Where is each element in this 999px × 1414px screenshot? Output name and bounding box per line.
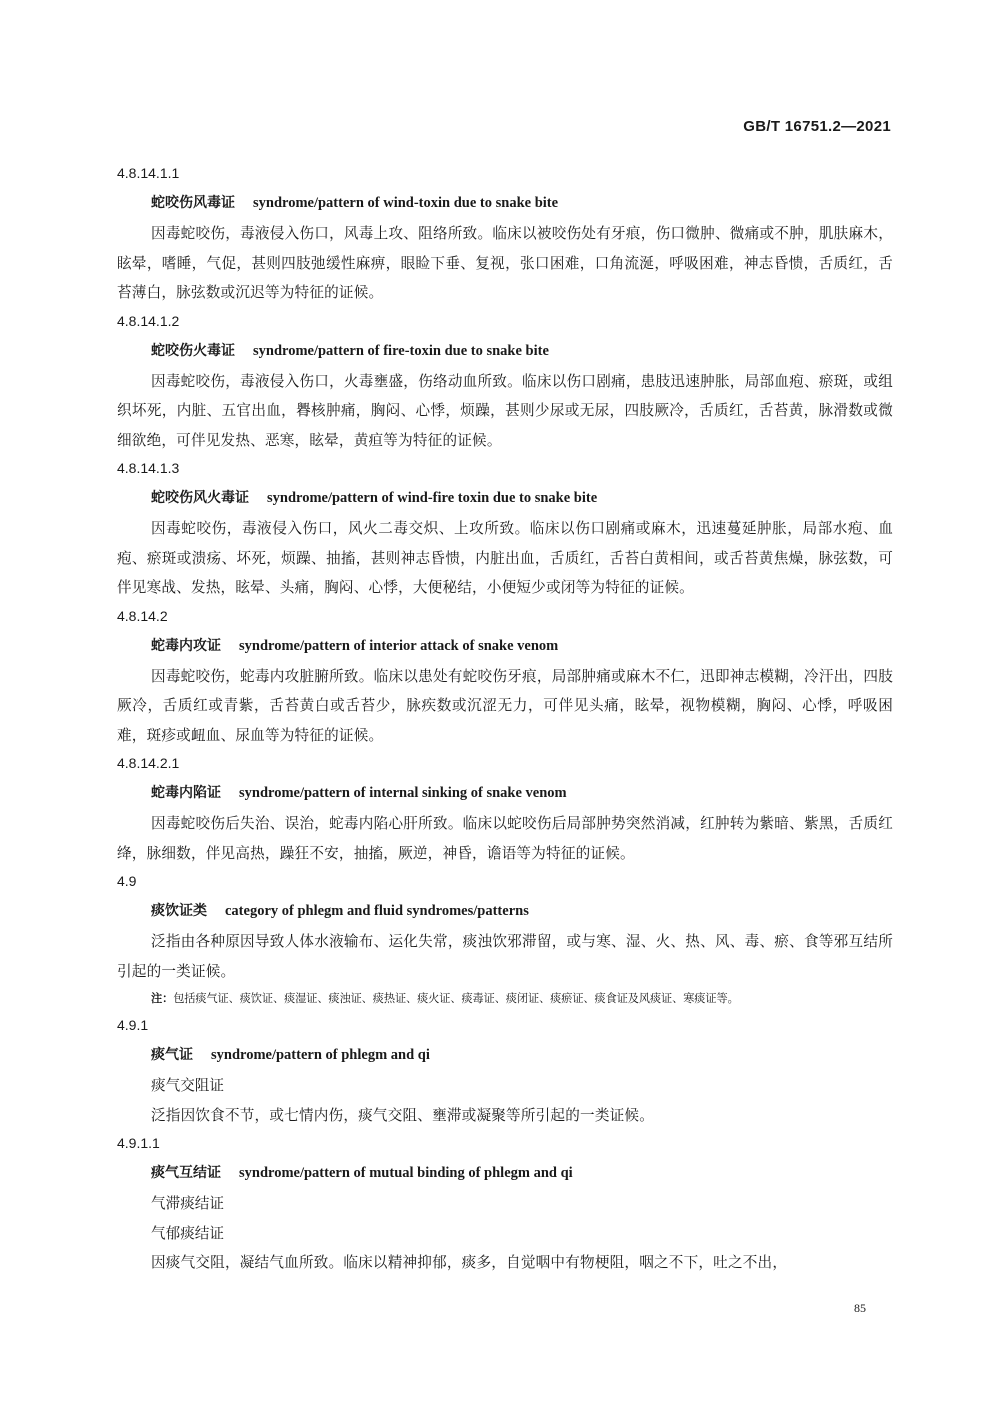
entry-definition: 因毒蛇咬伤，毒液侵入伤口，风火二毒交炽、上攻所致。临床以伤口剧痛或麻木，迅速蔓延肿胀，局部水疱、血疱、瘀斑或溃疡、坏死，烦躁、抽搐，甚则神志昏愦，内脏出血，舌质红，舌苔白黄相间，或舌苔黄焦燥，脉弦数，可伴见寒战、发热，眩晕、头痛，胸闷、心悸，大便秘结，小便短少或闭等为特征的证候。	[117, 520, 893, 596]
term-chinese: 蛇毒内陷证	[151, 785, 221, 801]
entry-number: 4.8.14.1.1	[117, 165, 180, 181]
term-english: syndrome/pattern of wind-fire toxin due to snake bite	[267, 490, 598, 506]
entry-synonym: 气滞痰结证	[151, 1195, 224, 1212]
entry-number: 4.8.14.2	[117, 607, 168, 624]
note-text: 包括痰气证、痰饮证、痰湿证、痰浊证、痰热证、痰火证、痰毒证、痰闭证、痰瘀证、痰食证及风痰证、寒痰证等。	[173, 992, 739, 1005]
entry-definition: 泛指由各种原因导致人体水液输布、运化失常，痰浊饮邪滞留，或与寒、湿、火、热、风、毒、瘀、食等邪互结所引起的一类证候。	[117, 933, 893, 980]
entry-term	[117, 482, 893, 514]
entry-note	[117, 986, 893, 1012]
entry-term	[117, 777, 893, 809]
entry	[117, 750, 893, 868]
entry	[117, 603, 893, 751]
term-english: syndrome/pattern of internal sinking of snake venom	[239, 785, 567, 801]
term-english: syndrome/pattern of fire-toxin due to snake bite	[253, 342, 549, 359]
entry-number: 4.9.1	[117, 1017, 149, 1033]
entry	[117, 160, 893, 308]
term-english: syndrome/pattern of mutual binding of phlegm and qi	[239, 1165, 573, 1181]
document-body	[117, 160, 893, 1278]
entry-term	[117, 1039, 893, 1071]
entry-synonym: 痰气交阻证	[151, 1077, 224, 1094]
term-english: syndrome/pattern of interior attack of snake venom	[239, 637, 559, 654]
entry	[117, 868, 893, 1012]
entry	[117, 308, 893, 456]
entry-definition: 因毒蛇咬伤，毒液侵入伤口，风毒上攻、阻络所致。临床以被咬伤处有牙痕，伤口微肿、微痛或不肿，肌肤麻木，眩晕，嗜睡，气促，甚则四肢弛缓性麻痹，眼睑下垂、复视，张口困难，口角流涎，呼吸困难，神志昏愦，舌质红，舌苔薄白，脉弦数或沉迟等为特征的证候。	[117, 225, 893, 301]
note-label: 注：	[151, 992, 174, 1005]
entry-term	[117, 1157, 893, 1189]
entry-number: 4.8.14.1.3	[117, 460, 180, 476]
term-english: syndrome/pattern of phlegm and qi	[211, 1047, 430, 1063]
entry-term	[117, 895, 893, 927]
term-chinese: 蛇咬伤风毒证	[151, 195, 235, 211]
entry-number: 4.9	[117, 873, 137, 889]
entry-number: 4.8.14.1.2	[117, 312, 180, 329]
term-chinese: 痰气互结证	[151, 1165, 221, 1181]
entry-term	[117, 187, 893, 219]
entry	[117, 455, 893, 603]
entry-number: 4.8.14.2.1	[117, 755, 180, 771]
entry	[117, 1012, 893, 1130]
entry-definition: 泛指因饮食不节，或七情内伤，痰气交阻、壅滞或凝聚等所引起的一类证候。	[151, 1106, 654, 1124]
entry-definition: 因毒蛇咬伤，毒液侵入伤口，火毒壅盛，伤络动血所致。临床以伤口剧痛，患肢迅速肿胀，局部血疱、瘀斑，或组织坏死，内脏、五官出血，臖核肿痛，胸闷、心悸，烦躁，甚则少尿或无尿，四肢厥冷，舌质红，舌苔黄，脉滑数或微细欲绝，可伴见发热、恶寒，眩晕，黄疸等为特征的证候。	[117, 372, 893, 449]
term-chinese: 蛇毒内攻证	[151, 637, 221, 654]
entry-definition: 因毒蛇咬伤后失治、误治，蛇毒内陷心肝所致。临床以蛇咬伤后局部肿势突然消减，红肿转为紫暗、紫黑，舌质红绛，脉细数，伴见高热，躁狂不安，抽搐，厥逆，神昏，谵语等为特征的证候。	[117, 815, 893, 862]
entry-term	[117, 630, 893, 662]
entry-number: 4.9.1.1	[117, 1135, 160, 1151]
standard-number: GB/T 16751.2—2021	[743, 118, 891, 135]
term-chinese: 蛇咬伤风火毒证	[151, 490, 249, 506]
entry-definition: 因痰气交阻，凝结气血所致。临床以精神抑郁，痰多，自觉咽中有物梗阻，咽之不下，吐之不出，	[151, 1254, 788, 1271]
term-chinese: 痰饮证类	[151, 903, 207, 919]
entry	[117, 1130, 893, 1278]
page-number: 85	[854, 1301, 866, 1315]
term-chinese: 蛇咬伤火毒证	[151, 342, 235, 359]
term-english: syndrome/pattern of wind-toxin due to snake bite	[253, 195, 559, 211]
entry-synonym: 气郁痰结证	[151, 1224, 224, 1242]
term-english: category of phlegm and fluid syndromes/patterns	[225, 903, 529, 919]
term-chinese: 痰气证	[151, 1047, 193, 1063]
entry-term	[117, 335, 893, 367]
entry-definition: 因毒蛇咬伤，蛇毒内攻脏腑所致。临床以患处有蛇咬伤牙痕，局部肿痛或麻木不仁，迅即神志模糊，冷汗出，四肢厥冷，舌质红或青紫，舌苔黄白或舌苔少，脉疾数或沉涩无力，可伴见头痛，眩晕，视物模糊，胸闷、心悸，呼吸困难，斑疹或衄血、尿血等为特征的证候。	[117, 667, 893, 744]
